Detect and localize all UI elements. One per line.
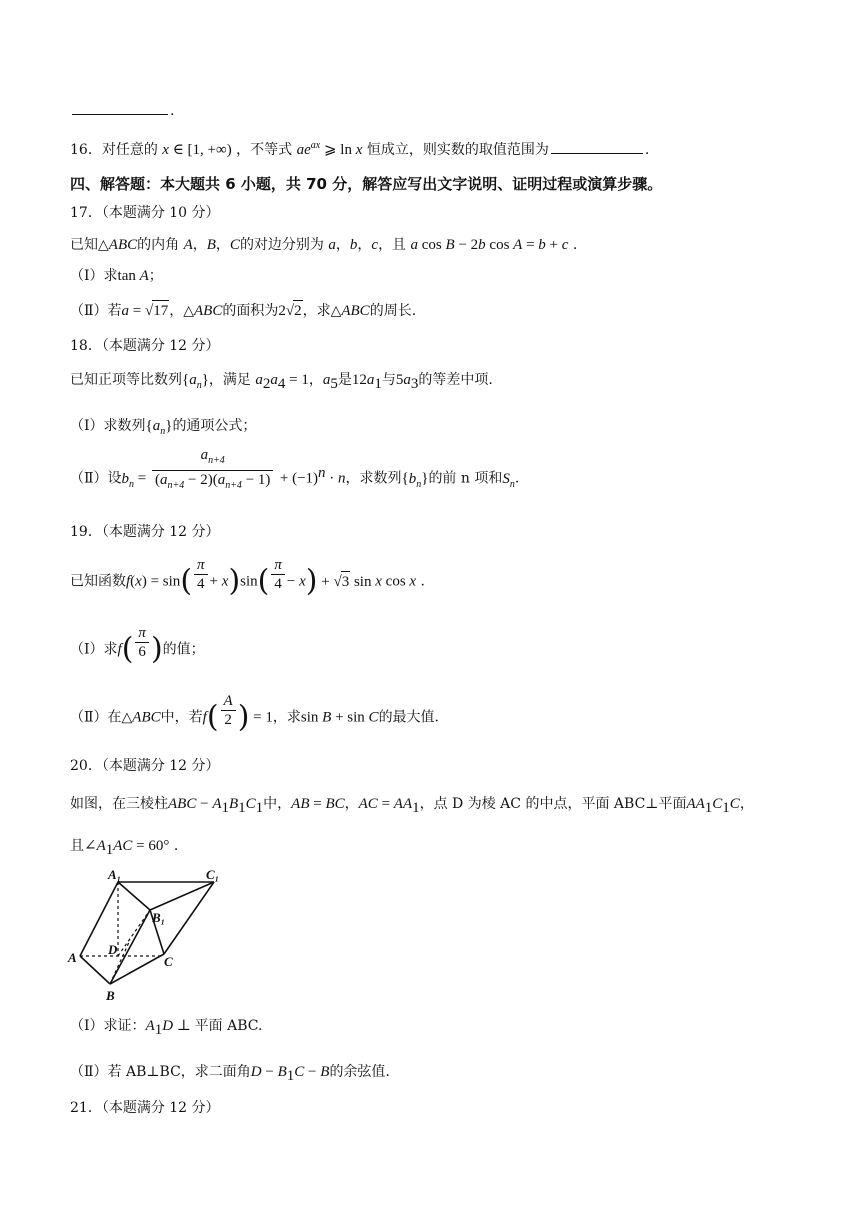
previous-answer-blank: . bbox=[70, 100, 174, 121]
q16-inequality: $ae^{ax}$ bbox=[296, 140, 321, 158]
section-heading: 四、解答题：本大题共 6 小题，共 70 分，解答应写出文字说明、证明过程或演算步骤。 bbox=[70, 175, 663, 193]
prism-figure bbox=[66, 868, 236, 1004]
q16-interval: x bbox=[162, 142, 169, 158]
label-B: B bbox=[106, 988, 115, 1003]
question-18-header: 18．（本题满分 12 分） bbox=[70, 338, 220, 354]
question-20-header: 20．（本题满分 12 分） bbox=[70, 758, 220, 774]
question-17-header: 17．（本题满分 10 分） bbox=[70, 205, 220, 221]
question-17-part2: （Ⅱ）若a = √17，△ABC的面积为2√2，求△ABC的周长. bbox=[70, 300, 416, 321]
question-19-part1: （Ⅰ）求f( $\frac{\pi}{6}$ )的值； bbox=[70, 625, 205, 667]
question-18-part1: （Ⅰ）求数列$\{a_n\}$的通项公式； bbox=[70, 418, 257, 437]
question-19-stem: 已知函数f(x) = sin( $\frac{\pi}{4}$ + x)sin( $\frac{\pi}{4}$ − x) + √3 sin x cos x . bbox=[70, 557, 425, 599]
question-19-part2: （Ⅱ）在△ABC中，若f( $\frac{A}{2}$ ) = 1，求sin B + sin C的最大值. bbox=[70, 693, 440, 735]
question-17-stem: 已知△ABC的内角 A，B，C的对边分别为 a，b，c，且 a cos B − 2b cos A = b + c . bbox=[70, 237, 578, 253]
question-19-header: 19．（本题满分 12 分） bbox=[70, 524, 220, 540]
label-C1: C₁ bbox=[206, 868, 220, 882]
label-D: D bbox=[108, 942, 118, 957]
label-C: C bbox=[164, 954, 173, 969]
question-16: 16．对任意的 x ∈ [1, +∞) ，不等式 $ae^{ax}$ ⩾ ln x 恒成立，则实数的取值范围为 . bbox=[70, 140, 650, 158]
question-20-stem-2: 且$\angle A_1AC = 60^\circ$ . bbox=[70, 838, 179, 858]
label-B1: B₁ bbox=[152, 910, 166, 925]
answer-blank[interactable] bbox=[551, 139, 643, 154]
question-20-stem: 如图，在三棱柱ABC − $A_1B_1C_1$中，AB = BC，AC = $AA_1$，点 D 为棱 AC 的中点，平面 ABC⊥平面$AA_1C_1C$， bbox=[70, 796, 754, 816]
label-A1: A₁ bbox=[108, 868, 122, 882]
question-18-stem: 已知正项等比数列$\{a_n\}$，满足 $a_2a_4 = 1$，$a_5$是$12a_1$与$5a_3$的等差中项. bbox=[70, 372, 493, 392]
question-20-part1: （Ⅰ）求证：$A_1D$ ⊥ 平面 ABC. bbox=[70, 1018, 263, 1038]
question-21-header: 21．（本题满分 12 分） bbox=[70, 1100, 220, 1116]
fraction: $\frac{a_{n+4}}{(a_{n+4} - 2)(a_{n+4} - 1)}$ bbox=[152, 446, 273, 495]
label-A: A bbox=[68, 950, 77, 965]
question-20-part2: （Ⅱ）若 AB⊥BC，求二面角$D - B_1C - B$的余弦值. bbox=[70, 1064, 390, 1084]
question-18-part2: （Ⅱ）设$b_n$ = $\frac{a_{n+4}}{(a_{n+4} - 2)(a_{n+4} - 1)}$ + $(-1)^n \cdot n$，求数列$\{b_n\}$的前 n 项和$S_n$. bbox=[70, 462, 519, 495]
question-17-part1: （Ⅰ）求tan A； bbox=[70, 268, 163, 284]
